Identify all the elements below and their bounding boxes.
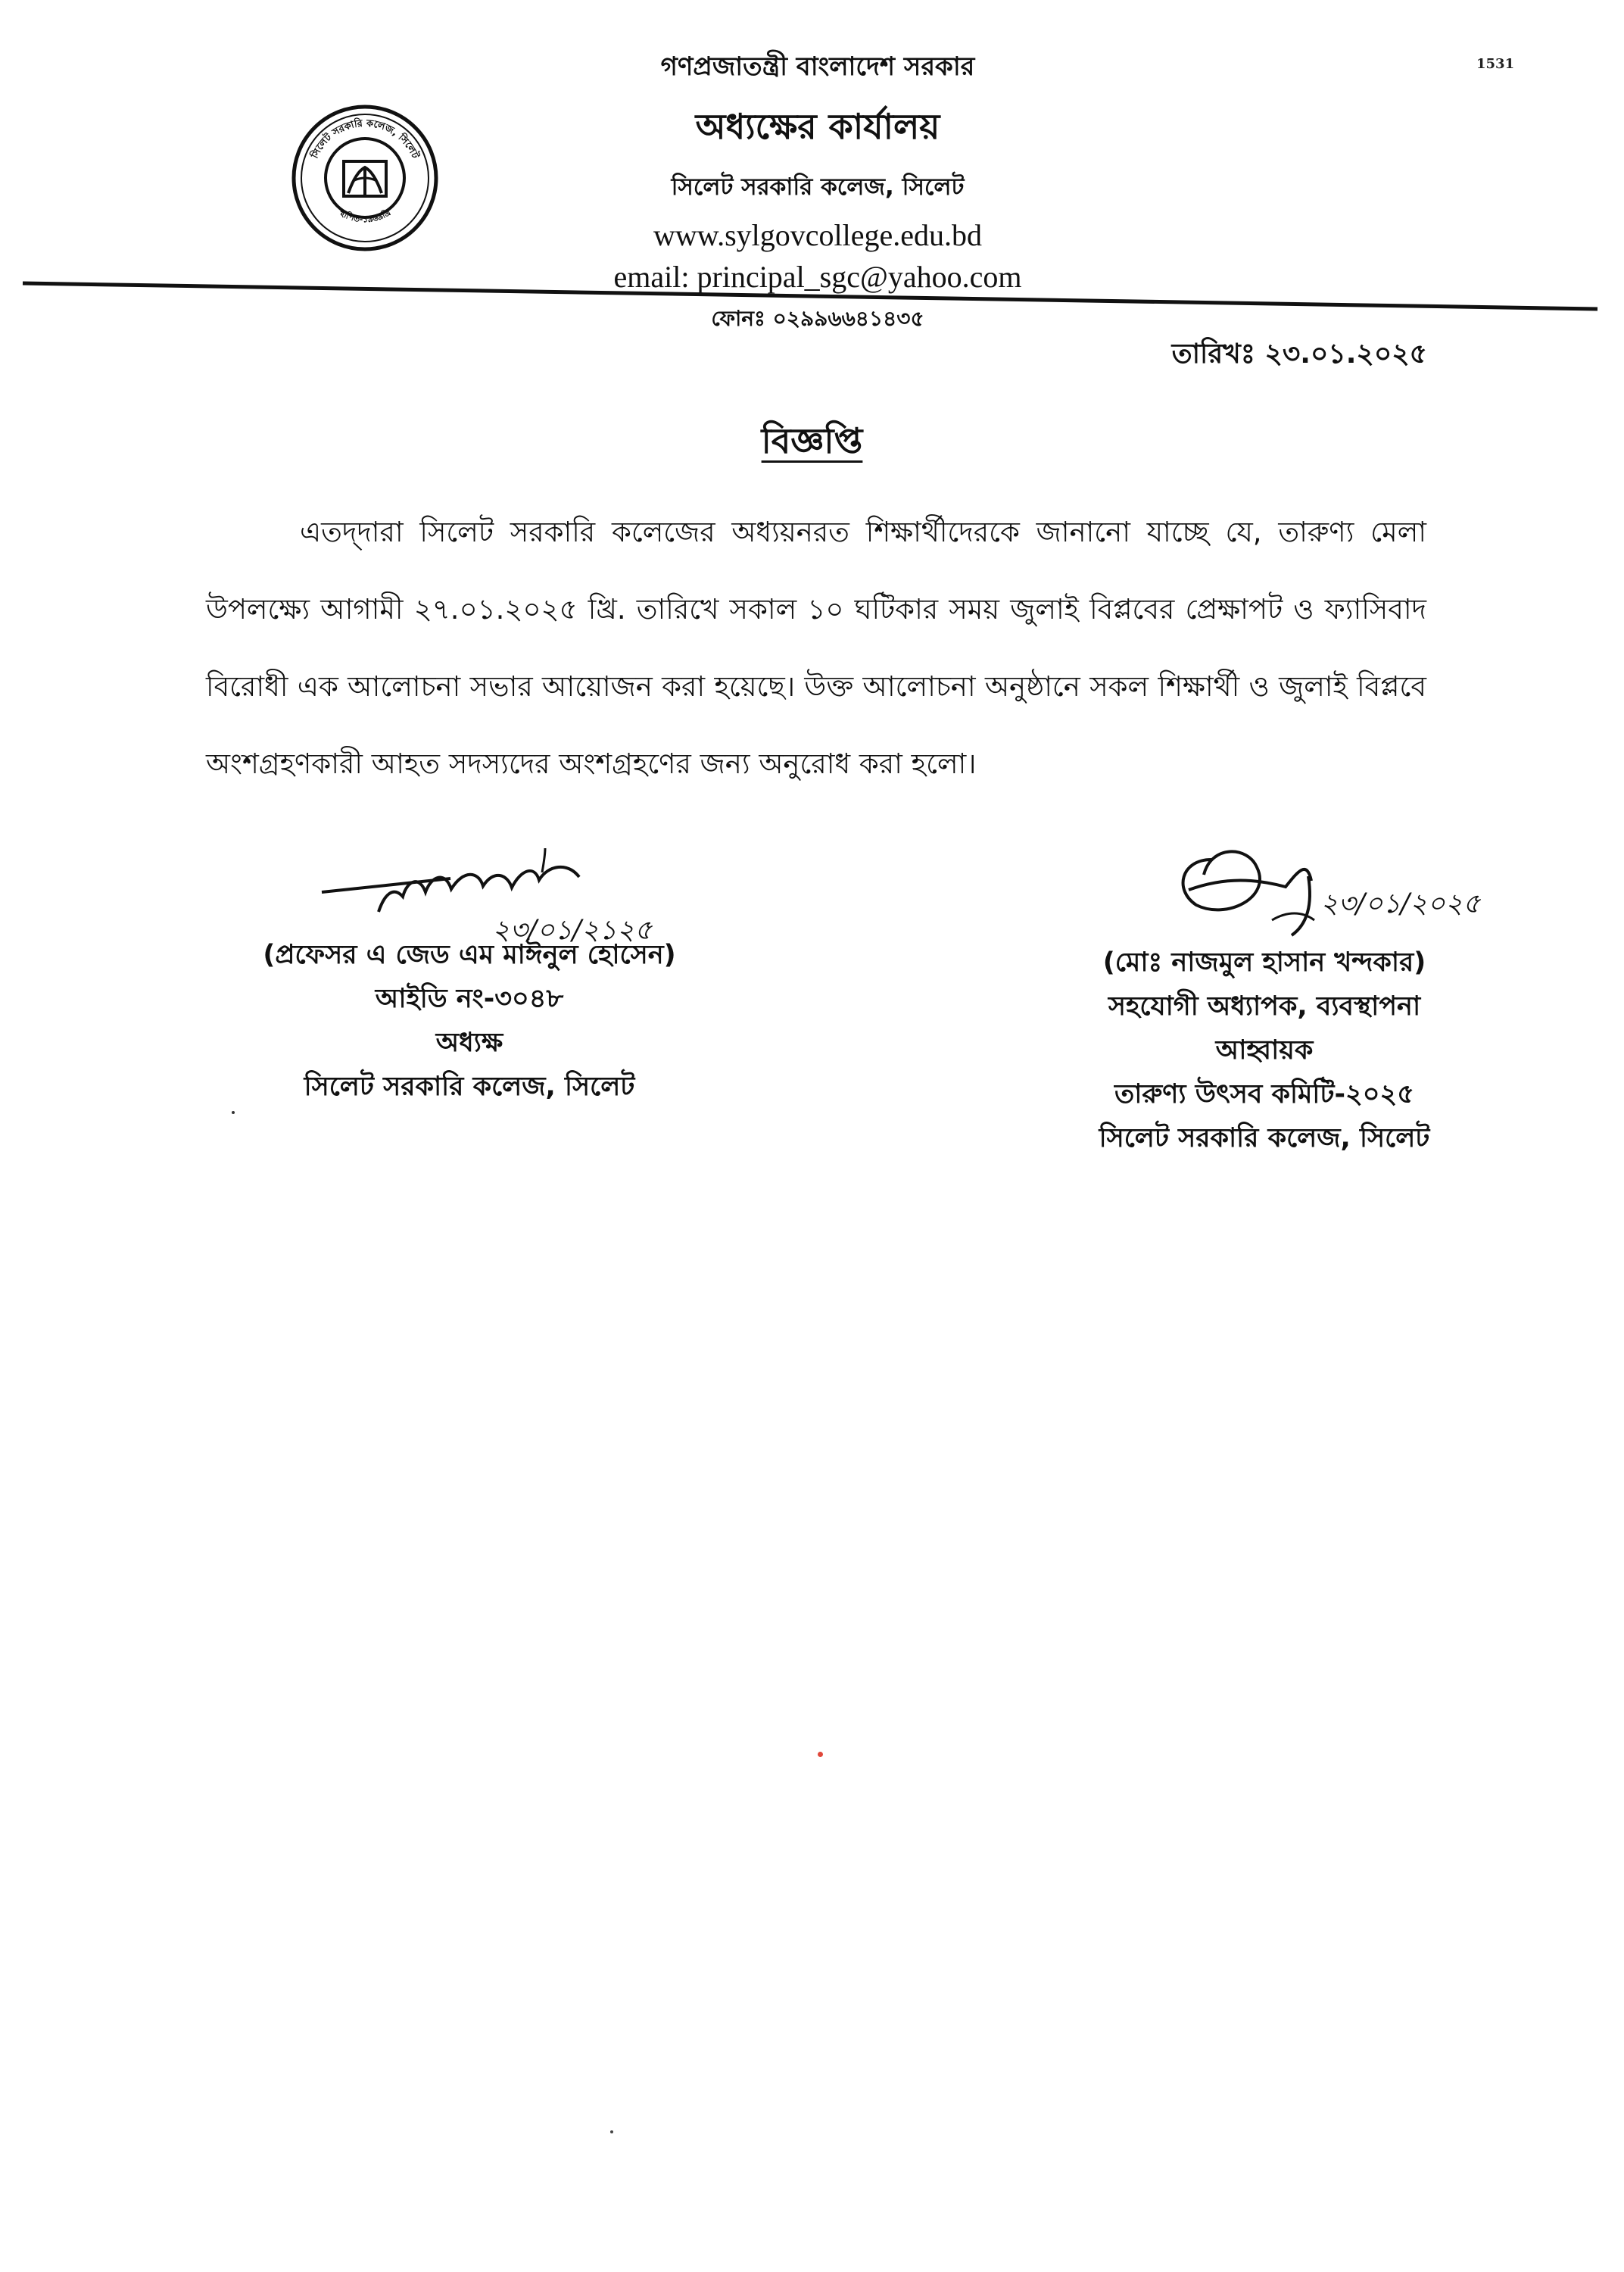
office-name: অধ্যক্ষের কার্যালয় — [695, 106, 940, 147]
college-name: সিলেট সরকারি কলেজ, সিলেট — [671, 173, 965, 201]
seal-text-top: সিলেট সরকারি কলেজ, সিলেট — [309, 117, 421, 161]
signature-left — [318, 833, 697, 947]
signatory-left-designation: অধ্যক্ষ — [435, 1028, 503, 1058]
speck-dot — [232, 1111, 235, 1114]
signatory-right-institution: সিলেট সরকারি কলেজ, সিলেট — [1099, 1123, 1430, 1153]
signatory-left-institution: সিলেট সরকারি কলেজ, সিলেট — [304, 1072, 635, 1102]
signatory-left-id: আইডি নং-৩০৪৮ — [375, 984, 564, 1014]
red-speck-dot — [818, 1752, 823, 1757]
signature-left-date: ২৩/০১/২১২৫ — [492, 915, 653, 946]
email-text: email: principal_sgc@yahoo.com — [613, 260, 1022, 294]
signatory-left-block — [242, 933, 697, 1109]
signature-right-date: ২৩/০১/২০২৫ — [1320, 888, 1481, 919]
website-text: www.sylgovcollege.edu.bd — [653, 218, 982, 252]
signatory-right-name: (মোঃ নাজমুল হাসান খন্দকার) — [1102, 947, 1426, 978]
signature-right — [1158, 814, 1522, 947]
seal-text-bottom: স্থাপিত-১৯৬৯খ্রি — [337, 208, 393, 225]
signatory-left-name: (প্রফেসর এ জেড এম মাঈনুল হোসেন) — [263, 940, 676, 970]
signatory-right-role: আহ্বায়ক — [1215, 1035, 1314, 1066]
signatory-right-committee: তারুণ্য উৎসব কমিটি-২০২৫ — [1114, 1079, 1415, 1109]
notice-date: তারিখঃ ২৩.০১.২০২৫ — [1171, 339, 1427, 370]
signatory-right-block — [1030, 941, 1499, 1160]
page-number: 1531 — [1476, 56, 1515, 72]
notice-body: এতদ্‌দারা সিলেট সরকারি কলেজের অধ্যয়নরত শিক্ষার্থীদেরকে জানানো যাচ্ছে যে, তারুণ্য মেলা উপলক্ষ্যে আগামী ২৭.০১.২০২৫ খ্রি. তারিখে সকাল ১০ ঘটিকার সময় জুলাই বিপ্লবের প্রেক্ষাপট ও ফ্যাসিবাদ বিরোধী এক আলোচনা সভার আয়োজন করা হয়েছে। উক্ত আলোচনা অনুষ্ঠানে সকল শিক্ষার্থী ও জুলাই বিপ্লবে অংশগ্রহণকারী আহত সদস্যদের অংশগ্রহণের জন্য অনুরোধ করা হলো। — [206, 516, 1426, 780]
government-name: গণপ্রজাতন্ত্রী বাংলাদেশ সরকার — [660, 51, 975, 82]
svg-text:স্থাপিত-১৯৬৯খ্রি — [337, 207, 393, 225]
signatory-right-designation: সহযোগী অধ্যাপক, ব্যবস্থাপনা — [1108, 991, 1421, 1022]
college-seal-icon — [289, 102, 441, 254]
phone-text: ফোনঃ ০২৯৯৬৬৪১৪৩৫ — [711, 306, 924, 331]
notice-title-text: বিজ্ঞপ্তি — [761, 420, 863, 461]
notice-title — [0, 415, 1624, 473]
speck-dot — [610, 2130, 613, 2133]
header-divider — [0, 273, 1624, 318]
